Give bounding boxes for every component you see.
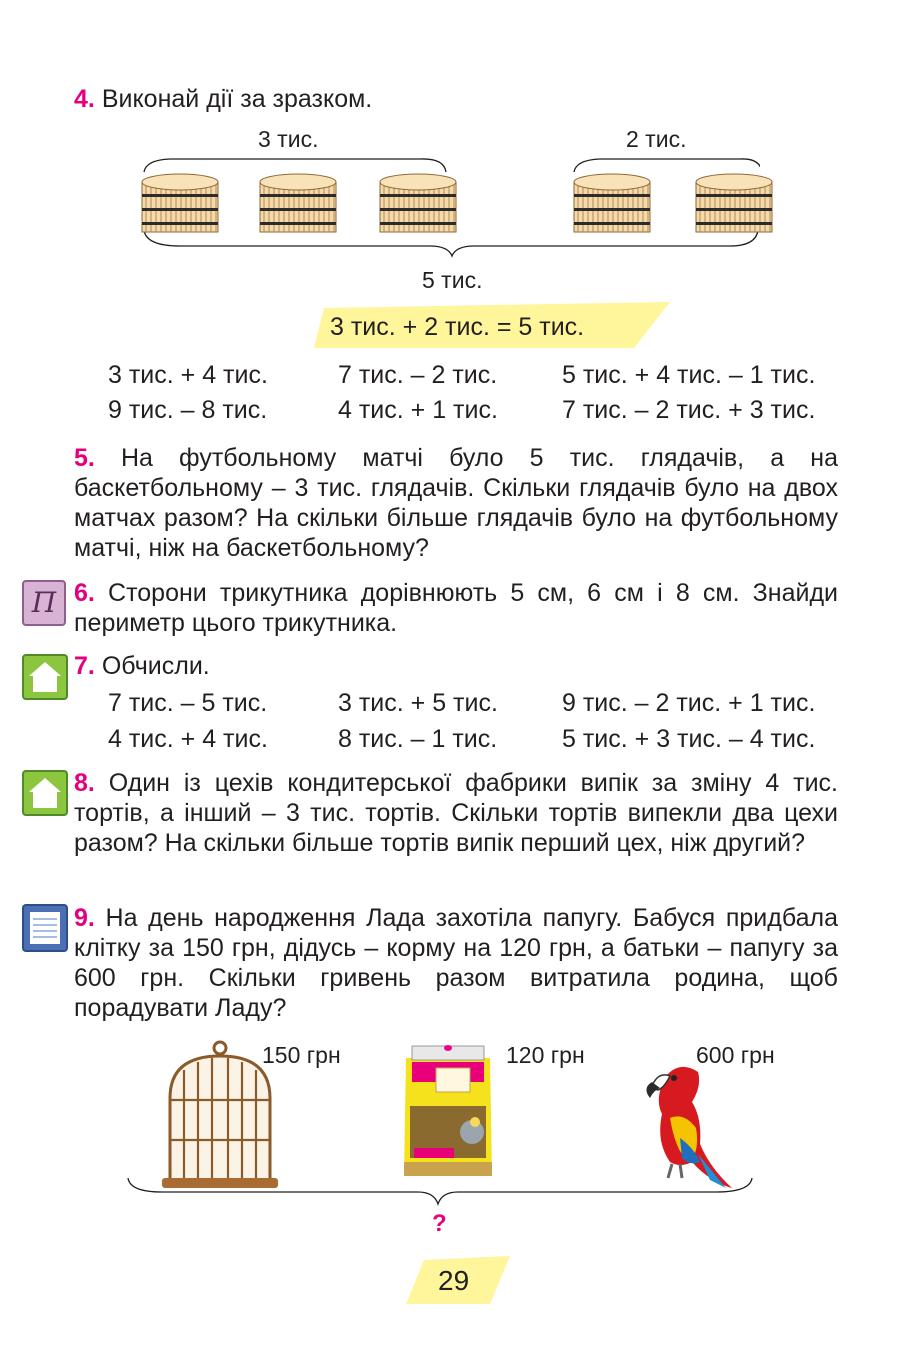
task-6 (74, 578, 838, 638)
task-text: Обчисли. (101, 652, 210, 680)
exercise: 9 тис. – 2 тис. + 1 тис. (562, 689, 816, 717)
bundle-group-label-left: 3 тис. (258, 126, 319, 152)
task-number: 6. (74, 579, 95, 607)
exercise: 5 тис. + 4 тис. – 1 тис. (562, 361, 816, 389)
exercise: 7 тис. – 2 тис. + 3 тис. (562, 396, 816, 424)
task-number: 5. (74, 444, 95, 472)
task-4-heading (74, 84, 372, 114)
price-parrot: 600 грн (696, 1042, 775, 1068)
sample-equation: 3 тис. + 2 тис. = 5 тис. (330, 313, 585, 341)
stick-bundle-icon (572, 172, 652, 238)
price-cage: 150 грн (262, 1042, 341, 1068)
task-number: 9. (74, 904, 95, 932)
stick-bundle-icon (378, 172, 458, 238)
homework-house-icon (22, 770, 68, 816)
bundle-group-label-right: 2 тис. (626, 126, 687, 152)
stick-bundle-icon (258, 172, 338, 238)
task-text: На день народження Лада захотіла папугу. Бабуся придбала клітку за 150 грн, дідусь – корму на 120 грн, а батьки – папугу за 600 грн. Скільки гривень разом витратила родина, щоб порадувати Ладу? (74, 904, 839, 1022)
task-number: 4. (74, 85, 95, 113)
task-8 (74, 768, 838, 858)
exercise: 7 тис. – 5 тис. (108, 689, 268, 717)
task-number: 8. (74, 769, 95, 797)
page-number: 29 (438, 1265, 470, 1296)
bundle-total-label: 5 тис. (422, 267, 483, 293)
exercise: 4 тис. + 1 тис. (338, 396, 498, 424)
task-text: Сторони трикутника дорівнюють 5 см, 6 см і 8 см. Знайди периметр цього трикутника. (74, 579, 838, 637)
perimeter-badge-icon (22, 580, 66, 626)
exercise: 5 тис. + 3 тис. – 4 тис. (562, 725, 816, 753)
task-5 (74, 443, 838, 563)
price-food: 120 грн (506, 1042, 585, 1068)
exercise: 7 тис. – 2 тис. (338, 361, 498, 389)
homework-house-icon (22, 654, 68, 700)
exercise: 3 тис. + 4 тис. (108, 361, 268, 389)
task-text: На футбольному матчі було 5 тис. глядачів, а на баскетбольному – 3 тис. глядачів. Скільки глядачів було на двох матчах разом? На скільки більше глядачів було на футбольному матчі, ніж на баскетбольному? (74, 444, 838, 562)
task-text: Один із цехів кондитерської фабрики випік за зміну 4 тис. тортів, а інший – 3 тис. тортів. Скільки тортів випекли два цехи разом? На скільки більше тортів випік перший цех, ніж другий? (74, 769, 839, 857)
exercise: 3 тис. + 5 тис. (338, 689, 498, 717)
badge-letter: П (31, 586, 57, 619)
task-number: 7. (74, 652, 95, 680)
exercise: 4 тис. + 4 тис. (108, 725, 268, 753)
total-brace (122, 1170, 758, 1214)
exercise: 8 тис. – 1 тис. (338, 725, 498, 753)
notebook-icon (22, 904, 68, 952)
task-7-heading (74, 651, 210, 681)
stick-bundle-icon (140, 172, 220, 238)
exercise: 9 тис. – 8 тис. (108, 396, 268, 424)
task-text: Виконай дії за зразком. (101, 85, 373, 113)
question-mark: ? (432, 1210, 447, 1237)
stick-bundle-icon (694, 172, 774, 238)
bird-food-bag-icon (402, 1044, 494, 1178)
task-9 (74, 903, 838, 1023)
